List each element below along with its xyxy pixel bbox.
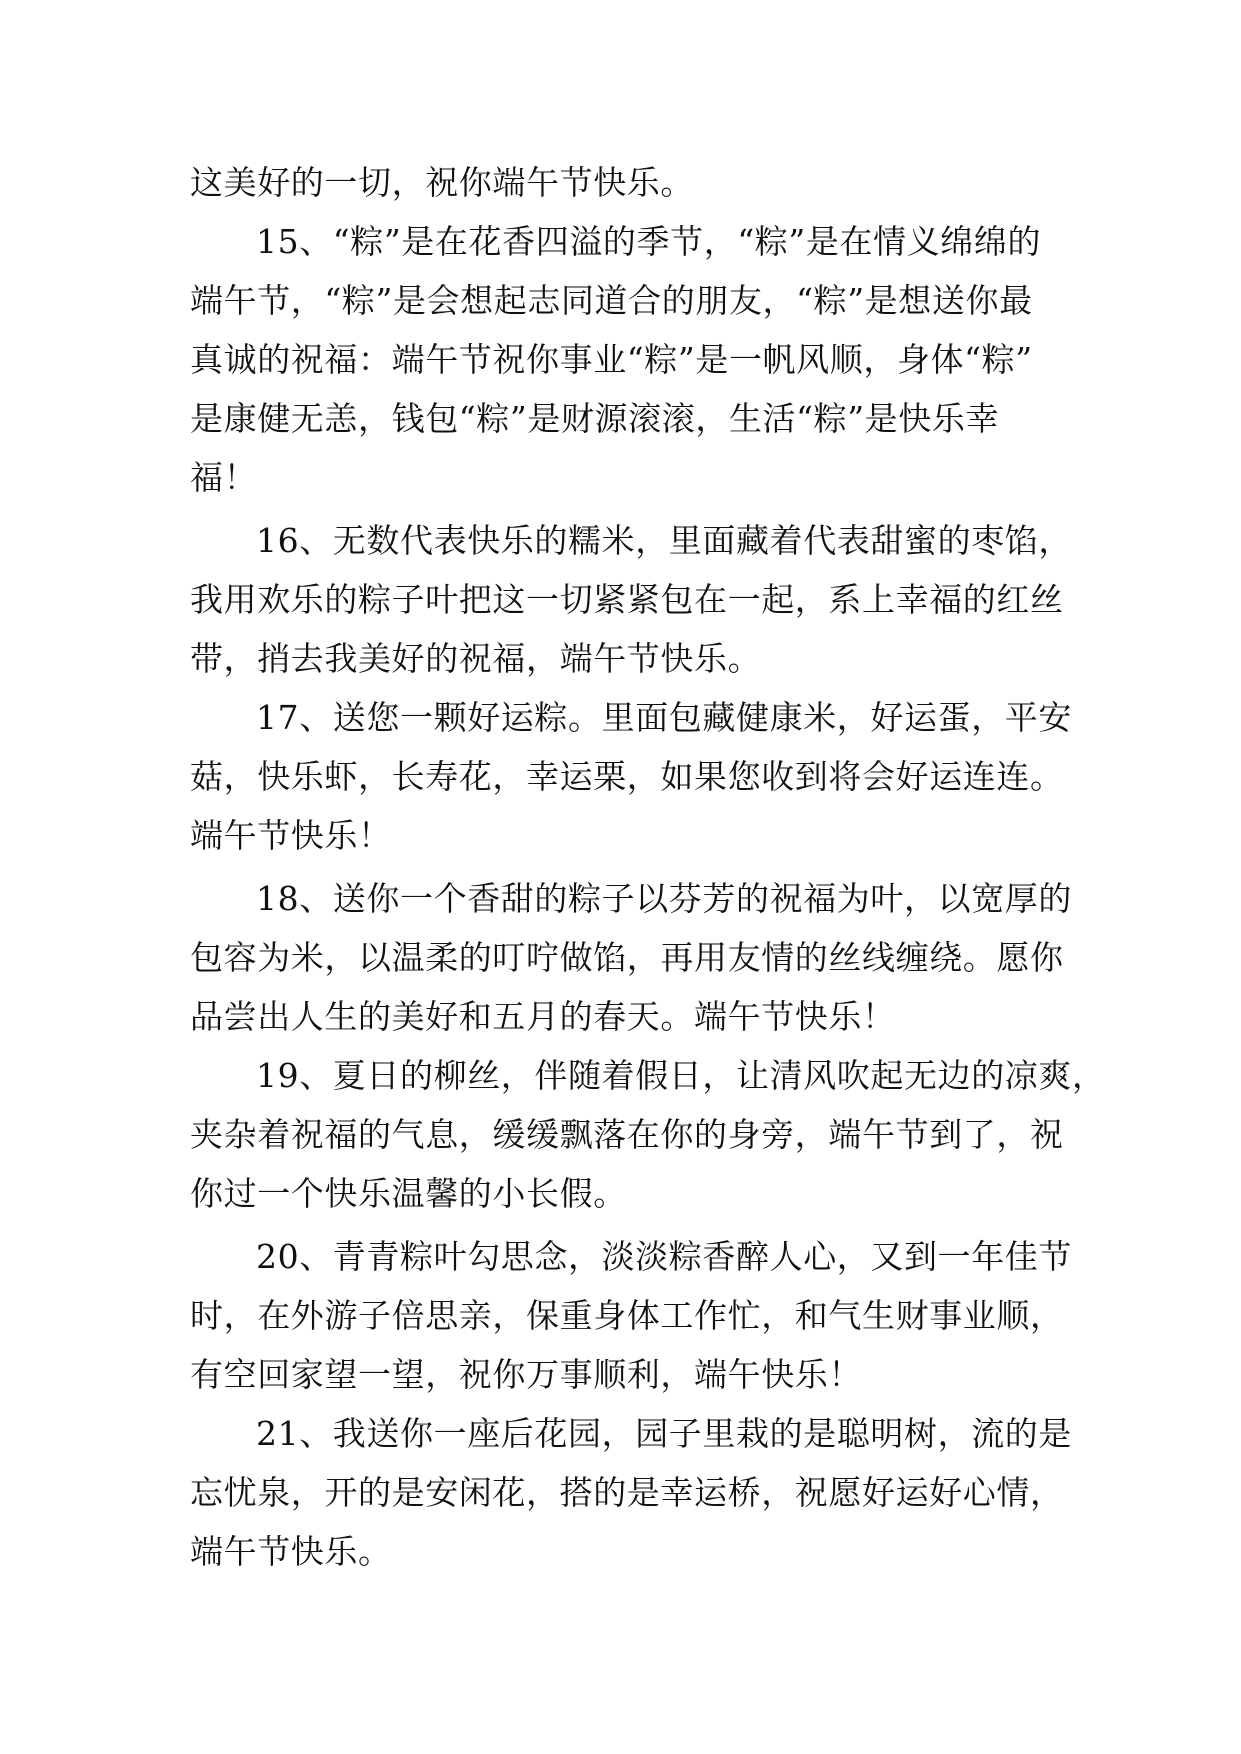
text-line: 忘忧泉，开的是安闲花，搭的是幸运桥，祝愿好运好心情，: [190, 1473, 1064, 1512]
text-line: 端午节，“粽”是会想起志同道合的朋友，“粽”是想送你最: [190, 281, 1033, 320]
text-line: 带，捎去我美好的祝福，端午节快乐。: [190, 639, 762, 678]
text-line: 端午节快乐。: [190, 1532, 392, 1571]
text-line: 真诚的祝福：端午节祝你事业“粽”是一帆风顺，身体“粽”: [190, 340, 1033, 379]
paragraph-16-start: 16、无数代表快乐的糯米，里面藏着代表甜蜜的枣馅，: [256, 521, 1072, 560]
paragraph-15-start: 15、“粽”是在花香四溢的季节，“粽”是在情义绵绵的: [256, 222, 1042, 261]
paragraph-21-start: 21、我送你一座后花园，园子里栽的是聪明树，流的是: [256, 1414, 1072, 1453]
text-line: 这美好的一切，祝你端午节快乐。: [190, 163, 694, 202]
text-line: 福！: [190, 458, 258, 497]
paragraph-19-start: 19、夏日的柳丝，伴随着假日，让清风吹起无边的凉爽，: [256, 1056, 1106, 1095]
text-line: 有空回家望一望，祝你万事顺利，端午快乐！: [190, 1355, 862, 1394]
paragraph-18-start: 18、送你一个香甜的粽子以芬芳的祝福为叶，以宽厚的: [256, 879, 1072, 918]
text-line: 菇，快乐虾，长寿花，幸运栗，如果您收到将会好运连连。: [190, 757, 1064, 796]
text-line: 我用欢乐的粽子叶把这一切紧紧包在一起，系上幸福的红丝: [190, 580, 1064, 619]
paragraph-17-start: 17、送您一颗好运粽。里面包藏健康米，好运蛋，平安: [256, 698, 1072, 737]
text-line: 夹杂着祝福的气息，缓缓飘落在你的身旁，端午节到了，祝: [190, 1115, 1064, 1154]
text-line: 品尝出人生的美好和五月的春天。端午节快乐！: [190, 997, 896, 1036]
text-line: 包容为米，以温柔的叮咛做馅，再用友情的丝线缠绕。愿你: [190, 938, 1064, 977]
text-line: 是康健无恙，钱包“粽”是财源滚滚，生活“粽”是快乐幸: [190, 399, 1000, 438]
paragraph-20-start: 20、青青粽叶勾思念，淡淡粽香醉人心，又到一年佳节: [256, 1237, 1072, 1276]
text-line: 时，在外游子倍思亲，保重身体工作忙，和气生财事业顺，: [190, 1296, 1064, 1335]
text-line: 你过一个快乐温馨的小长假。: [190, 1174, 627, 1213]
text-line: 端午节快乐！: [190, 816, 392, 855]
